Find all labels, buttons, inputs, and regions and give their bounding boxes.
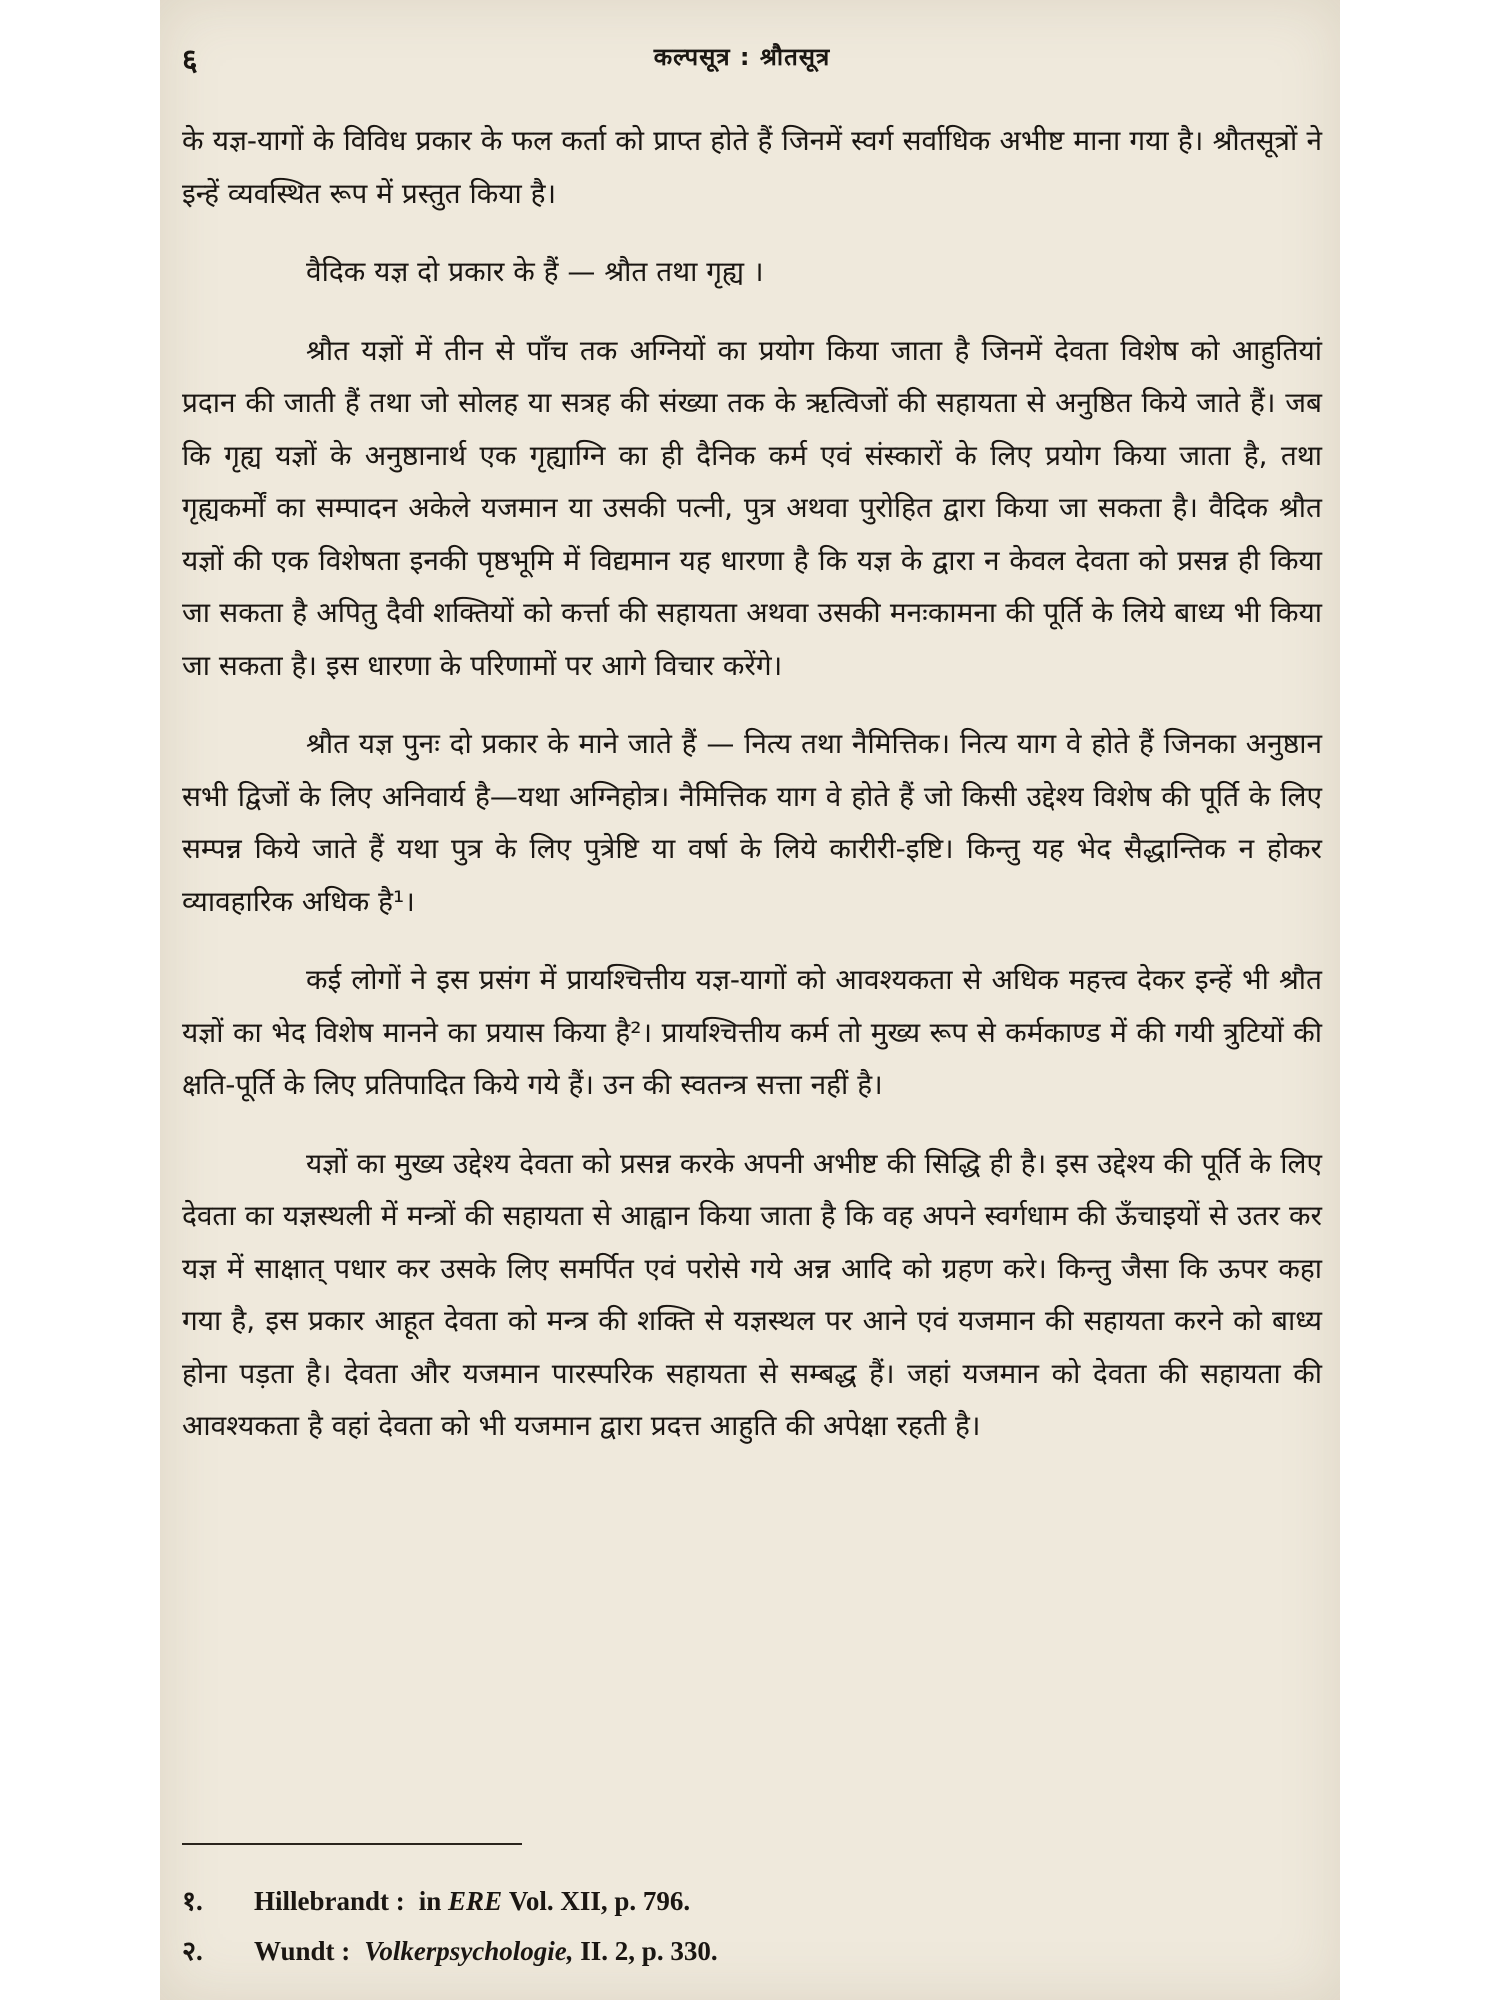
paragraph-prayashchitta: कई लोगों ने इस प्रसंग में प्रायश्चित्तीय यज्ञ-यागों को आवश्यकता से अधिक महत्त्व देकर इन्हें भी श्रौत यज्ञों का भेद विशेष मानने का प्रयास किया है²। प्रायश्चित्तीय कर्म तो मुख्य रूप से कर्मकाण्ड में की गयी त्रुटियों की क्षति-पूर्ति के लिए प्रतिपादित किये गये हैं। उन की स्वतन्त्र सत्ता नहीं है। bbox=[182, 963, 1322, 1101]
footnotes bbox=[182, 1876, 1282, 1976]
footnote-pre: in bbox=[418, 1886, 442, 1916]
paragraph-shrauta-yajna: श्रौत यज्ञों में तीन से पाँच तक अग्नियों का प्रयोग किया जाता है जिनमें देवता विशेष को आहुतियां प्रदान की जाती हैं तथा जो सोलह या सत्रह की संख्या तक के ऋत्विजों की सहायता से अनुष्ठित किये जाते हैं। जब कि गृह्य यज्ञों के अनुष्ठानार्थ एक गृह्याग्नि का ही दैनिक कर्म एवं संस्कारों के लिए प्रयोग किया जाता है, तथा गृह्यकर्मों का सम्पादन अकेले यजमान या उसकी पत्नी, पुत्र अथवा पुरोहित द्वारा किया जा सकता है। वैदिक श्रौत यज्ञों की एक विशेषता इनकी पृष्ठभूमि में विद्यमान यह धारणा है कि यज्ञ के द्वारा न केवल देवता को प्रसन्न ही किया जा सकता है अपितु दैवी शक्तियों को कर्त्ता की सहायता अथवा उसकी मनःकामना की पूर्ति के लिये बाध्य भी किया जा सकता है। इस धारणा के परिणामों पर आगे विचार करेंगे। bbox=[182, 333, 1322, 682]
footnote-work: ERE bbox=[448, 1886, 503, 1916]
footnote-author: Hillebrandt : bbox=[254, 1886, 405, 1916]
paragraph-yajna-types: वैदिक यज्ञ दो प्रकार के हैं — श्रौत तथा गृह्य । bbox=[306, 255, 764, 288]
footnote-post: Vol. XII, p. 796. bbox=[508, 1886, 691, 1916]
footnote-number: १. bbox=[182, 1886, 203, 1916]
paragraph-nitya-naimittika: श्रौत यज्ञ पुनः दो प्रकार के माने जाते हैं — नित्य तथा नैमित्तिक। नित्य याग वे होते हैं जिनका अनुष्ठान सभी द्विजों के लिए अनिवार्य है—यथा अग्निहोत्र। नैमित्तिक याग वे होते हैं जो किसी उद्देश्य विशेष की पूर्ति के लिए सम्पन्न किये जाते हैं यथा पुत्र के लिए पुत्रेष्टि या वर्षा के लिये कारीरी-इष्टि। किन्तु यह भेद सैद्धान्तिक न होकर व्यावहारिक अधिक है¹। bbox=[182, 727, 1322, 918]
book-page bbox=[160, 0, 1340, 2000]
paragraph-yajna-purpose: यज्ञों का मुख्य उद्देश्य देवता को प्रसन्न करके अपनी अभीष्ट की सिद्धि ही है। इस उद्देश्य की पूर्ति के लिए देवता का यज्ञस्थली में मन्त्रों की सहायता से आह्वान किया जाता है कि वह अपने स्वर्गधाम की ऊँचाइयों से उतर कर यज्ञ में साक्षात् पधार कर उसके लिए समर्पित एवं परोसे गये अन्न आदि को ग्रहण करे। किन्तु जैसा कि ऊपर कहा गया है, इस प्रकार आहूत देवता को मन्त्र की शक्ति से यज्ञस्थल पर आने एवं यजमान की सहायता करने को बाध्य होना पड़ता है। देवता और यजमान पारस्परिक सहायता से सम्बद्ध हैं। जहां यजमान को देवता की सहायता की आवश्यकता है वहां देवता को भी यजमान द्वारा प्रदत्त आहुति की अपेक्षा रहती है। bbox=[182, 1146, 1322, 1442]
footnote-work: Volkerpsychologie, bbox=[364, 1936, 574, 1966]
page-number: ६ bbox=[182, 43, 198, 78]
footnote-number: २. bbox=[182, 1936, 203, 1966]
footnote-divider bbox=[182, 1843, 522, 1845]
footnote-2 bbox=[182, 1926, 1282, 1976]
footnote-post: II. 2, p. 330. bbox=[580, 1936, 718, 1966]
paragraph-continuation: के यज्ञ-यागों के विविध प्रकार के फल कर्ता को प्राप्त होते हैं जिनमें स्वर्ग सर्वाधिक अभीष्ट माना गया है। श्रौतसूत्रों ने इन्हें व्यवस्थित रूप में प्रस्तुत किया है। bbox=[182, 124, 1322, 210]
footnote-author: Wundt : bbox=[254, 1936, 351, 1966]
page-header bbox=[182, 38, 1302, 78]
running-title: कल्पसूत्र : श्रौतसूत्र bbox=[653, 43, 831, 71]
body-text bbox=[182, 115, 1322, 1479]
footnote-1 bbox=[182, 1876, 1282, 1926]
